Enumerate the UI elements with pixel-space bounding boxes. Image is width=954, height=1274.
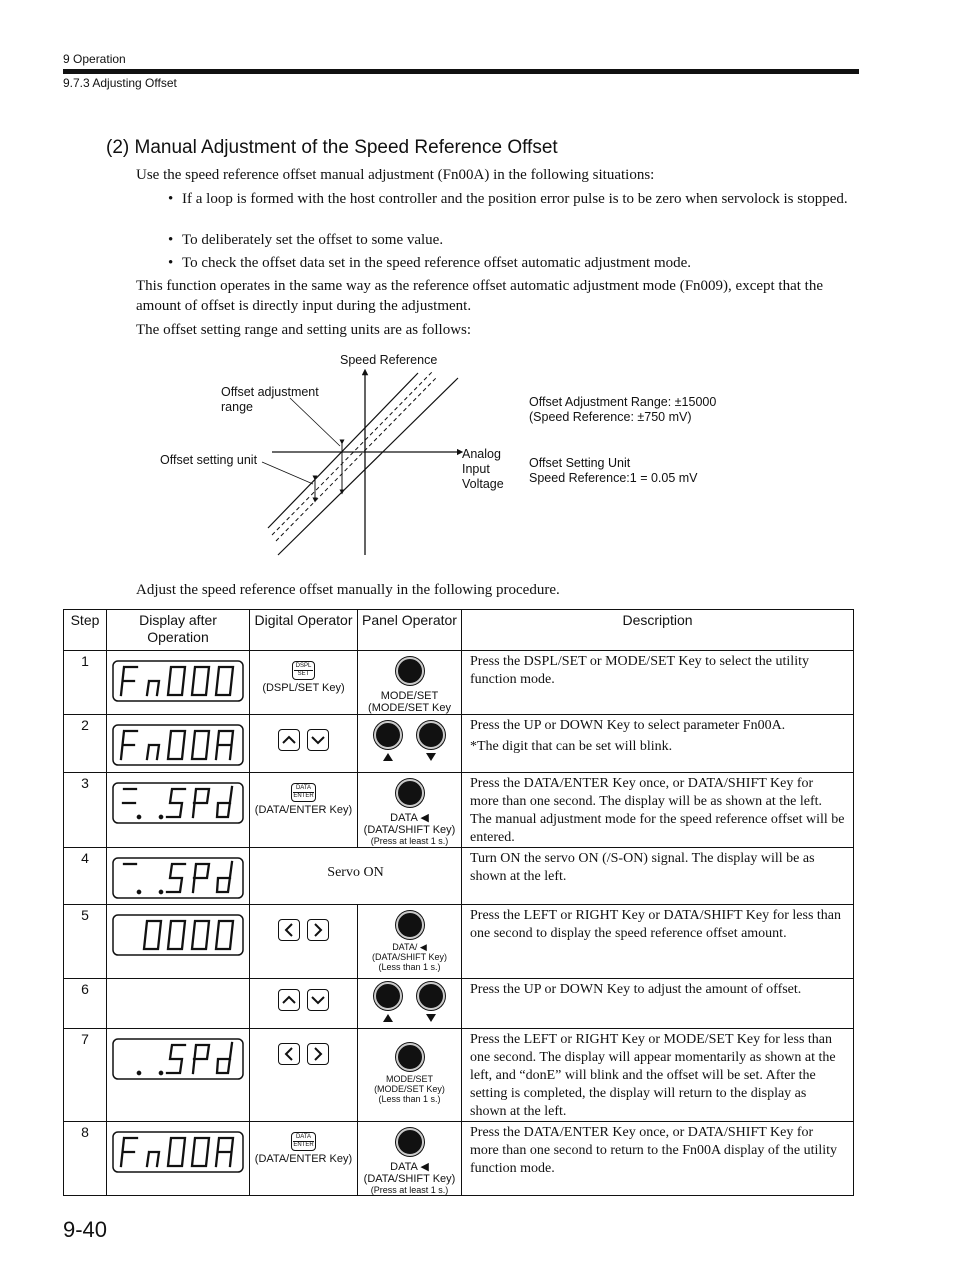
procedure-intro: Adjust the speed reference offset manually in the following procedure. <box>136 582 560 598</box>
panel-label-line: (DATA/SHIFT Key) <box>371 952 447 962</box>
header-step: Step <box>64 610 107 651</box>
step-number: 7 <box>64 1029 107 1122</box>
panel-note: (Press at least 1 s.) <box>370 836 449 846</box>
step-description: Press the DSPL/SET or MODE/SET Key to select the utility function mode. <box>462 651 854 715</box>
panel-label-line: (DATA/SHIFT Key) <box>363 1173 456 1185</box>
lcd-readout <box>107 721 250 769</box>
digital-operator-cell <box>250 715 358 773</box>
key-label: (DATA/ENTER Key) <box>254 804 353 816</box>
lcd-display <box>107 848 250 905</box>
step-description: Press the DATA/ENTER Key once, or DATA/SHIFT Key for more than one second. The display will be as shown at the left. The manual adjustment mode for the speed reference offset will be entered. <box>462 773 854 848</box>
y-axis-label: Speed Reference <box>340 353 438 367</box>
bullet-dot: • <box>168 232 174 248</box>
x-axis-label-line: Analog <box>462 447 501 461</box>
table-row <box>64 905 854 979</box>
right-key[interactable] <box>307 1043 329 1065</box>
triangle-down-icon <box>425 1013 437 1023</box>
panel-label-line: (MODE/SET Key <box>368 702 451 714</box>
range-label-line: range <box>221 400 253 414</box>
triangle-left-icon: ◀ <box>420 1161 429 1173</box>
down-panel-key[interactable] <box>417 982 445 1010</box>
step-number: 5 <box>64 905 107 979</box>
step-number: 4 <box>64 848 107 905</box>
key-line: DATA <box>295 1134 312 1140</box>
panel-operator-cell <box>358 651 462 715</box>
table-row <box>64 979 854 1029</box>
function-paragraph: This function operates in the same way as the reference offset automatic adjustment mode (Fn009), except that the amount of offset is directly input during the adjustment. <box>136 278 823 314</box>
lcd-readout <box>107 854 250 902</box>
chevron-left-icon <box>279 920 299 940</box>
unit-leader <box>262 462 313 484</box>
panel-operator-cell <box>358 979 462 1029</box>
table-row <box>64 848 854 905</box>
step-description: Press the DATA/ENTER Key once, or DATA/SHIFT Key for more than one second to return to the Fn00A display of the utility function mode. <box>462 1122 854 1196</box>
bullet-text: To check the offset data set in the speed reference offset automatic adjustment mode. <box>182 255 692 271</box>
table-row <box>64 651 854 715</box>
step-number: 6 <box>64 979 107 1029</box>
chevron-up-icon <box>279 730 299 750</box>
data-enter-key[interactable] <box>291 1132 315 1151</box>
key-label: (DATA/ENTER Key) <box>254 1153 353 1165</box>
step-description: Press the UP or DOWN Key to adjust the amount of offset. <box>462 979 854 1029</box>
x-axis-label-line: Input <box>462 462 490 476</box>
chevron-right-icon <box>308 920 328 940</box>
panel-operator-cell <box>358 1029 462 1122</box>
up-panel-key[interactable] <box>374 721 402 749</box>
intro-paragraph: Use the speed reference offset manual adjustment (Fn00A) in the following situations: <box>136 167 655 183</box>
lcd-display <box>107 1029 250 1122</box>
header-description: Description <box>462 610 854 651</box>
description-line: Press the UP or DOWN Key to select parameter Fn00A. <box>470 718 786 733</box>
left-key[interactable] <box>278 919 300 941</box>
digital-operator-cell <box>250 1122 358 1196</box>
lcd-readout <box>107 1035 250 1083</box>
data-enter-key[interactable] <box>291 783 315 802</box>
panel-label-line: (DATA/SHIFT Key) <box>363 824 456 836</box>
bullet-text: To deliberately set the offset to some value. <box>182 232 444 248</box>
lcd-display <box>107 715 250 773</box>
panel-label-line: MODE/SET <box>380 690 439 702</box>
data-shift-key[interactable] <box>396 1128 424 1156</box>
x-axis-label <box>462 447 504 492</box>
bullet-dot: • <box>168 191 174 207</box>
lcd-display <box>107 651 250 715</box>
range-label <box>221 385 319 415</box>
lcd-display <box>107 1122 250 1196</box>
panel-operator-cell <box>358 1122 462 1196</box>
step-number: 1 <box>64 651 107 715</box>
key-line: SET <box>294 670 314 678</box>
chevron-up-icon <box>279 990 299 1010</box>
up-panel-key[interactable] <box>374 982 402 1010</box>
x-axis-label-line: Voltage <box>462 477 504 491</box>
header-digital: Digital Operator <box>250 610 358 651</box>
lcd-display <box>107 773 250 848</box>
left-key[interactable] <box>278 1043 300 1065</box>
table-header-row <box>64 610 854 651</box>
table-row <box>64 1122 854 1196</box>
range-info-line: Offset Adjustment Range: ±15000 <box>529 395 717 409</box>
range-info-line: (Speed Reference: ±750 mV) <box>529 410 692 424</box>
table-row <box>64 773 854 848</box>
digital-operator-cell <box>250 651 358 715</box>
down-key[interactable] <box>307 989 329 1011</box>
key-line: DSPL <box>295 663 312 669</box>
servo-on-note: Servo ON <box>250 848 462 905</box>
data-shift-key[interactable] <box>396 779 424 807</box>
key-line: ENTER <box>293 1142 314 1148</box>
key-line: ENTER <box>293 793 314 799</box>
dspl-set-key[interactable] <box>292 661 316 680</box>
down-panel-key[interactable] <box>417 721 445 749</box>
table-row <box>64 715 854 773</box>
panel-label-line: MODE/SET <box>385 1074 433 1084</box>
step-description: Press the LEFT or RIGHT Key or MODE/SET Key for less than one second. The display will appear momentarily as shown at the left, and “donE” will blink and the offset will be set. After the setting is completed, the display will return to the display as shown at the left. <box>462 1029 854 1122</box>
chevron-left-icon <box>279 1044 299 1064</box>
digital-operator-cell <box>250 1029 358 1122</box>
step-number: 8 <box>64 1122 107 1196</box>
digital-operator-cell <box>250 979 358 1029</box>
triangle-left-icon: ◀ <box>420 812 429 824</box>
key-line: DATA <box>295 785 312 791</box>
step-number: 3 <box>64 773 107 848</box>
unit-info-line: Speed Reference:1 = 0.05 mV <box>529 471 698 485</box>
lcd-display <box>107 979 250 1029</box>
header-panel: Panel Operator <box>358 610 462 651</box>
step-description: Press the LEFT or RIGHT Key or DATA/SHIFT Key for less than one second to display the speed reference offset amount. <box>462 905 854 979</box>
section-title: (2) Manual Adjustment of the Speed Reference Offset <box>106 137 558 158</box>
panel-operator-cell <box>358 715 462 773</box>
offset-diagram <box>0 0 954 600</box>
range-intro-paragraph: The offset setting range and setting units are as follows: <box>136 322 472 338</box>
lcd-readout <box>107 779 250 827</box>
panel-note: (Less than 1 s.) <box>378 1094 441 1104</box>
down-key[interactable] <box>307 729 329 751</box>
step-number: 2 <box>64 715 107 773</box>
panel-note: (Less than 1 s.) <box>378 962 441 972</box>
data-shift-key[interactable] <box>396 911 424 939</box>
table-row <box>64 1029 854 1122</box>
panel-label-line: DATA/ <box>392 942 418 952</box>
panel-label-line: DATA <box>390 812 418 824</box>
unit-info-line: Offset Setting Unit <box>529 456 631 470</box>
unit-info <box>529 456 698 486</box>
panel-operator-cell <box>358 905 462 979</box>
chapter-header: 9 Operation <box>63 52 126 66</box>
section-header: 9.7.3 Adjusting Offset <box>63 76 177 90</box>
triangle-left-icon: ◀ <box>419 942 427 952</box>
right-key[interactable] <box>307 919 329 941</box>
procedure-table <box>63 609 854 1196</box>
panel-label-line: (MODE/SET Key) <box>374 1084 445 1094</box>
digital-operator-cell <box>250 905 358 979</box>
lcd-readout <box>107 1128 250 1176</box>
chevron-down-icon <box>308 990 328 1010</box>
triangle-up-icon <box>382 1013 394 1023</box>
panel-label-line: DATA <box>390 1161 418 1173</box>
mode-set-key[interactable] <box>396 657 424 685</box>
step-description <box>462 715 854 773</box>
step-description: Turn ON the servo ON (/S-ON) signal. The display will be as shown at the left. <box>462 848 854 905</box>
lcd-readout <box>107 911 250 959</box>
bullet-dot: • <box>168 255 174 271</box>
mode-set-key[interactable] <box>396 1043 424 1071</box>
bullet-text: If a loop is formed with the host controller and the position error pulse is to be zero when servolock is stopped. <box>182 191 848 207</box>
header-display: Display after Operation <box>107 610 250 651</box>
triangle-down-icon <box>425 752 437 762</box>
up-key[interactable] <box>278 729 300 751</box>
chevron-down-icon <box>308 730 328 750</box>
panel-note: (Press at least 1 s.) <box>370 1185 449 1195</box>
description-note: *The digit that can be set will blink. <box>470 739 673 754</box>
range-info <box>529 395 716 425</box>
unit-label: Offset setting unit <box>160 453 258 467</box>
chevron-right-icon <box>308 1044 328 1064</box>
lcd-display <box>107 905 250 979</box>
digital-operator-cell <box>250 773 358 848</box>
panel-operator-cell <box>358 773 462 848</box>
range-label-line: Offset adjustment <box>221 385 319 399</box>
lcd-readout <box>107 657 250 705</box>
triangle-up-icon <box>382 752 394 762</box>
page-number: 9-40 <box>63 1217 108 1242</box>
up-key[interactable] <box>278 989 300 1011</box>
key-label: (DSPL/SET Key) <box>262 682 345 694</box>
